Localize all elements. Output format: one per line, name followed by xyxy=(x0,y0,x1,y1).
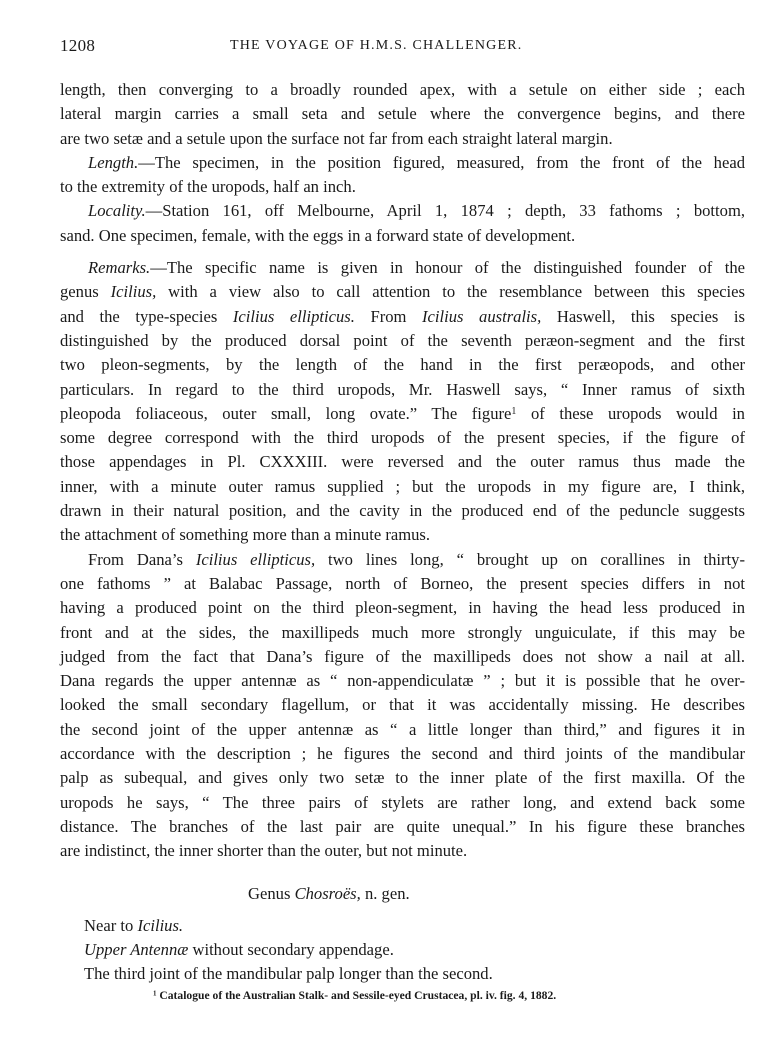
text-line: one fathoms ” at Balabac Passage, north of Borneo, the present species differs in not xyxy=(60,573,745,593)
text-line: sand. One specimen, female, with the eggs in a forward state of development. xyxy=(60,225,576,245)
text-line: having a produced point on the third pleon-segment, in having the head less produced in xyxy=(60,598,745,618)
text-line: The third joint of the mandibular palp longer than the second. xyxy=(84,964,493,984)
text-line: to the extremity of the uropods, half an inch. xyxy=(60,177,356,197)
text-line: particulars. In regard to the third uropods, Mr. Haswell says, “ Inner ramus of sixth xyxy=(60,379,745,399)
locality-label: Locality. xyxy=(88,201,146,221)
text-line: distance. The branches of the last pair are quite unequal.” In his figure these branches xyxy=(60,816,745,836)
text-line: genus Icilius, with a view also to call attention to the resemblance between this species xyxy=(60,282,745,302)
text-line: the second joint of the upper antennæ as “ a little longer than third,” and figures it in xyxy=(60,719,745,739)
length-label: Length. xyxy=(88,152,139,172)
paragraph-remarks xyxy=(60,256,745,548)
remarks-label: Remarks. xyxy=(88,258,151,278)
text-line: uropods he says, “ The three pairs of stylets are rather long, and extend back some xyxy=(60,792,745,812)
text-line: and the type-species Icilius ellipticus. From Icilius australis, Haswell, this species is xyxy=(60,306,745,326)
text-line: distinguished by the produced dorsal point of the seventh peræon-segment and the first xyxy=(60,330,745,350)
footnote-marker: 1 xyxy=(511,405,517,417)
footnote-number: 1 xyxy=(153,989,157,998)
text-line: Remarks.—The specific name is given in honour of the distinguished founder of the xyxy=(88,258,745,278)
paragraph-locality xyxy=(60,199,745,248)
text-line: palp as subequal, and gives only two setæ to the inner plate of the first maxilla. Of the xyxy=(60,768,745,788)
text-line: Length.—The specimen, in the position figured, measured, from the front of the head xyxy=(88,152,745,172)
text-line: front and at the sides, the maxillipeds much more strongly unguiculate, if this may be xyxy=(60,622,745,642)
text-line: are indistinct, the inner shorter than the outer, but not minute. xyxy=(60,841,468,861)
text-line: those appendages in Pl. CXXXIII. were reversed and the outer ramus thus made the xyxy=(60,452,745,472)
running-title: THE VOYAGE OF H.M.S. CHALLENGER. xyxy=(230,38,523,53)
text-line: some degree correspond with the third uropods of the present species, if the figure of xyxy=(60,428,745,448)
text-line: From Dana’s Icilius ellipticus, two lines long, “ brought up on corallines in thirty- xyxy=(88,549,745,569)
page-header xyxy=(60,36,745,60)
text-line: looked the small secondary flagellum, or that it was accidentally missing. He describes xyxy=(60,695,745,715)
genus-definition xyxy=(60,914,745,987)
genus-heading: Genus Chosroës, n. gen. xyxy=(248,883,410,903)
text-line: Near to Icilius. xyxy=(84,915,184,935)
paragraph-dana xyxy=(60,548,745,864)
footnote: $^1$ Catalogue of the Australian Stalk- and Sessile-eyed Crustacea, pl. iv. fig. 4, 1882. xyxy=(153,988,557,1002)
text-line: are two setæ and a setule upon the surface not far from each straight lateral margin. xyxy=(60,128,613,148)
text-line: lateral margin carries a small seta and setule where the convergence begins, and there xyxy=(60,104,745,124)
text-line: drawn in their natural position, and the cavity in the produced end of the peduncle suggests xyxy=(60,501,745,521)
paragraph-continued xyxy=(60,78,745,151)
text-line: length, then converging to a broadly rounded apex, with a setule on either side ; each xyxy=(60,80,745,99)
main-text xyxy=(60,78,745,1005)
text-line: the attachment of something more than a minute ramus. xyxy=(60,525,431,545)
text-line: accordance with the description ; he figures the second and third joints of the mandibular xyxy=(60,744,745,764)
text-line: pleopoda foliaceous, outer small, long ovate.” The figure$^1$ of these uropods would in xyxy=(60,403,745,423)
text-line: Upper Antennæ without secondary appendage. xyxy=(84,940,394,960)
page-number: 1208 xyxy=(60,36,96,55)
text-line: inner, with a minute outer ramus supplied ; but the uropods in my figure are, I think, xyxy=(60,476,745,496)
paragraph-length xyxy=(60,151,745,200)
text-line: judged from the fact that Dana’s figure of the maxillipeds does not show a nail at all. xyxy=(60,646,745,666)
text-line: Dana regards the upper antennæ as “ non-appendiculatæ ” ; but it is possible that he over- xyxy=(60,671,745,691)
text-line: two pleon-segments, by the length of the hand in the first peræopods, and other xyxy=(60,355,745,375)
text-line: Locality.—Station 161, off Melbourne, April 1, 1874 ; depth, 33 fathoms ; bottom, xyxy=(88,201,745,221)
